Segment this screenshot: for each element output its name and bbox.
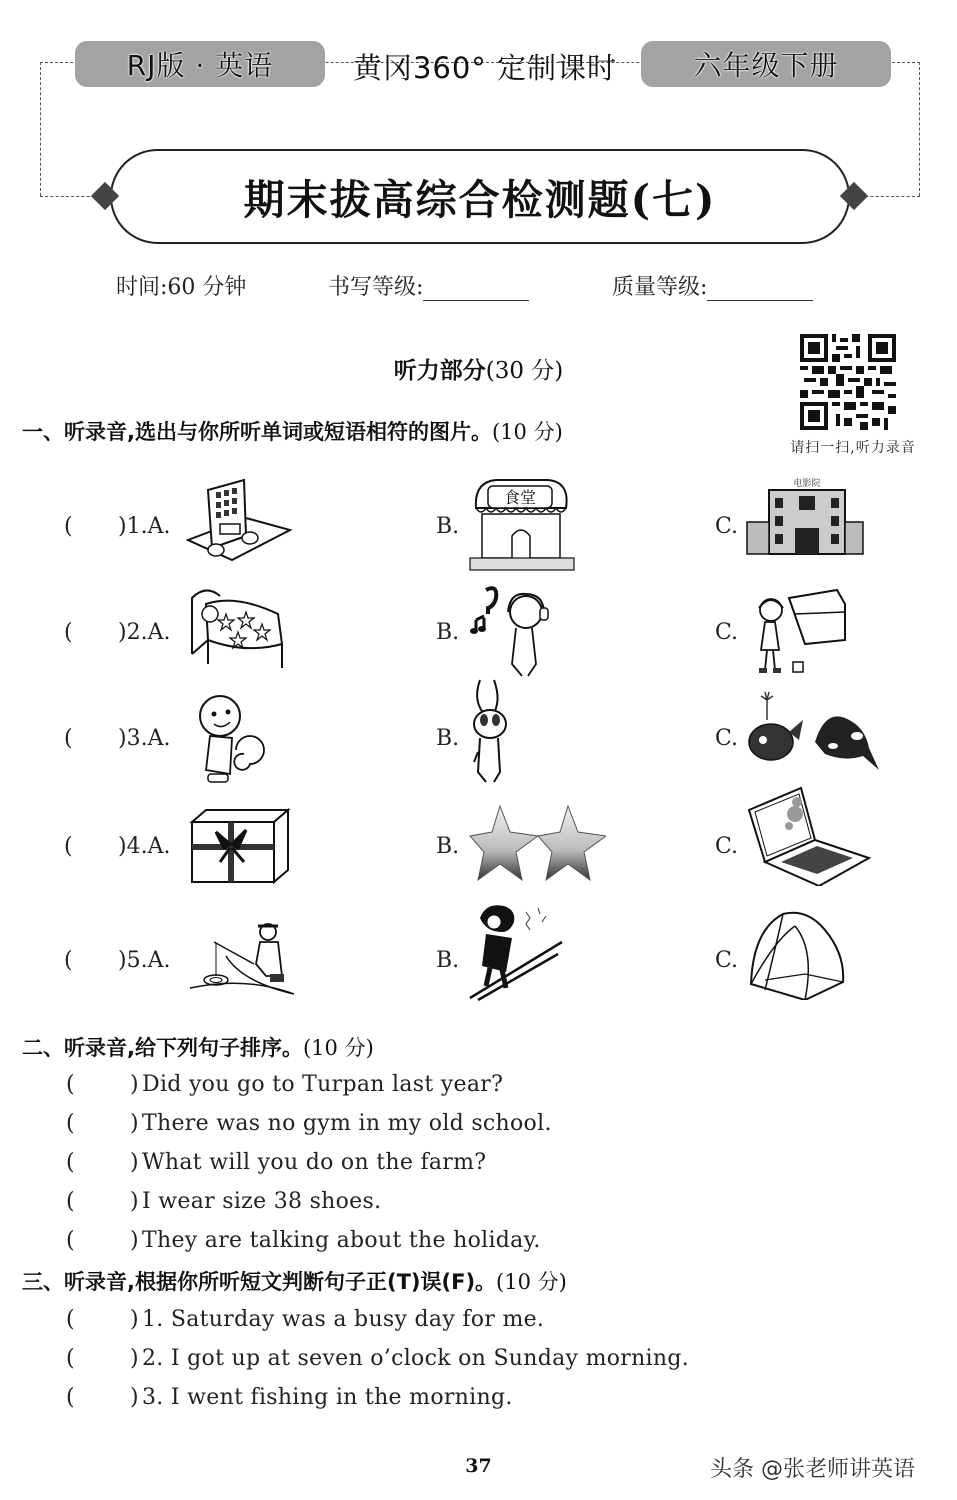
skiing-icon[interactable]	[466, 912, 576, 1012]
section-3-score: (10 分)	[496, 1270, 567, 1294]
option-b-label: B.	[436, 726, 460, 751]
tf-blank[interactable]: (	[66, 1307, 75, 1332]
qr-caption: 请扫一扫,听力录音	[790, 440, 916, 456]
part-title-text: 听力部分	[393, 358, 486, 384]
writing-grade-blank[interactable]	[423, 279, 529, 301]
stars-icon[interactable]	[466, 798, 576, 898]
section-3-heading	[22, 1266, 567, 1296]
grade-badge: 六年级下册	[641, 41, 891, 87]
question-label	[118, 726, 170, 751]
option-c-label: C.	[715, 620, 739, 645]
option-b-label: B.	[436, 620, 460, 645]
whales-icon[interactable]	[745, 690, 885, 790]
blank-close: )	[130, 1346, 139, 1371]
option-c-label: C.	[715, 834, 739, 859]
question-label	[118, 834, 170, 859]
sleeping-in-bed-icon[interactable]	[186, 584, 296, 684]
sentence-text: There was no gym in my old school.	[142, 1111, 552, 1136]
quality-grade-field	[612, 270, 813, 301]
option-c-label: C.	[715, 948, 739, 973]
gym-building-icon[interactable]	[186, 478, 296, 578]
blank-close: )	[130, 1307, 139, 1332]
svg-text:食堂: 食堂	[503, 488, 537, 507]
gift-box-icon[interactable]	[186, 798, 296, 898]
question-label	[118, 514, 170, 539]
option-a-label: 2.A.	[126, 620, 171, 645]
svg-text:电影院: 电影院	[793, 479, 821, 489]
sentence-text: They are talking about the holiday.	[142, 1228, 541, 1253]
page-title: 期末拔高综合检测题(七)	[243, 176, 717, 224]
blank-close: )	[130, 1150, 139, 1175]
sentence-text: What will you do on the farm?	[142, 1150, 487, 1175]
section-3-heading-text: 三、听录音,根据你所听短文判断句子正(T)误(F)。	[22, 1270, 497, 1294]
cinema-building-icon[interactable]	[745, 478, 885, 578]
answer-blank-open[interactable]: (	[64, 834, 73, 859]
question-label	[118, 948, 170, 973]
title-banner	[110, 149, 850, 244]
order-blank[interactable]: (	[66, 1111, 75, 1136]
canteen-building-icon[interactable]	[466, 478, 576, 578]
page-number: 37	[465, 1455, 492, 1477]
writing-grade-field	[328, 270, 529, 301]
picture-question-2	[0, 584, 957, 684]
part-score: (30 分)	[485, 358, 564, 384]
answer-blank-open[interactable]: (	[64, 726, 73, 751]
sentence-text: 1. Saturday was a busy day for me.	[142, 1307, 545, 1332]
section-1-heading	[22, 416, 563, 446]
fishing-icon[interactable]	[186, 912, 296, 1012]
answer-blank-open[interactable]: (	[64, 948, 73, 973]
listening-to-music-icon[interactable]	[466, 584, 576, 684]
order-blank[interactable]: (	[66, 1228, 75, 1253]
answer-blank-open[interactable]: (	[64, 620, 73, 645]
option-b-label: B.	[436, 514, 460, 539]
section-2-heading-text: 二、听录音,给下列句子排序。	[22, 1036, 303, 1060]
answer-blank-close: )	[118, 834, 127, 859]
tent-icon[interactable]	[745, 912, 885, 1012]
quality-grade-blank[interactable]	[707, 279, 813, 301]
order-blank[interactable]: (	[66, 1189, 75, 1214]
tf-blank[interactable]: (	[66, 1346, 75, 1371]
sentence-text: 3. I went fishing in the morning.	[142, 1385, 513, 1410]
sentence-text: 2. I got up at seven o’clock on Sunday morning.	[142, 1346, 690, 1371]
picture-question-5	[0, 912, 957, 1012]
quality-grade-label: 质量等级:	[612, 275, 708, 300]
picture-question-4	[0, 798, 957, 898]
laptop-icon[interactable]	[745, 798, 885, 898]
blank-close: )	[130, 1111, 139, 1136]
section-1-heading-text: 一、听录音,选出与你所听单词或短语相符的图片。	[22, 420, 492, 444]
tf-blank[interactable]: (	[66, 1385, 75, 1410]
sentence-text: I wear size 38 shoes.	[142, 1189, 382, 1214]
series-label: 黄冈360° 定制课时	[352, 51, 618, 85]
blank-close: )	[130, 1072, 139, 1097]
edition-badge: RJ版 · 英语	[75, 41, 325, 87]
qr-code-icon[interactable]	[800, 334, 896, 430]
sentence-text: Did you go to Turpan last year?	[142, 1072, 504, 1097]
option-a-label: 1.A.	[126, 514, 171, 539]
blank-close: )	[130, 1228, 139, 1253]
picture-question-3	[0, 690, 957, 790]
option-c-label: C.	[715, 726, 739, 751]
writing-grade-label: 书写等级:	[328, 275, 424, 300]
header-dashed-connector-right	[860, 196, 920, 197]
monkey-icon[interactable]	[186, 690, 296, 790]
blank-close: )	[130, 1189, 139, 1214]
answer-blank-close: )	[118, 726, 127, 751]
watermark: 头条 @张老师讲英语	[710, 1457, 915, 1482]
answer-blank-close: )	[118, 948, 127, 973]
option-a-label: 4.A.	[126, 834, 171, 859]
girl-by-bed-icon[interactable]	[745, 584, 885, 684]
section-1-score: (10 分)	[491, 420, 563, 444]
option-c-label: C.	[715, 514, 739, 539]
question-label	[118, 620, 170, 645]
option-b-label: B.	[436, 948, 460, 973]
option-b-label: B.	[436, 834, 460, 859]
picture-question-1	[0, 478, 957, 578]
section-2-score: (10 分)	[302, 1036, 374, 1060]
answer-blank-close: )	[118, 620, 127, 645]
section-2-heading	[22, 1032, 374, 1062]
time-limit: 时间:60 分钟	[116, 275, 247, 300]
rabbit-icon[interactable]	[466, 690, 576, 790]
answer-blank-open[interactable]: (	[64, 514, 73, 539]
option-a-label: 3.A.	[126, 726, 171, 751]
order-blank[interactable]: (	[66, 1072, 75, 1097]
option-a-label: 5.A.	[126, 948, 171, 973]
answer-blank-close: )	[118, 514, 127, 539]
order-blank[interactable]: (	[66, 1150, 75, 1175]
blank-close: )	[130, 1385, 139, 1410]
